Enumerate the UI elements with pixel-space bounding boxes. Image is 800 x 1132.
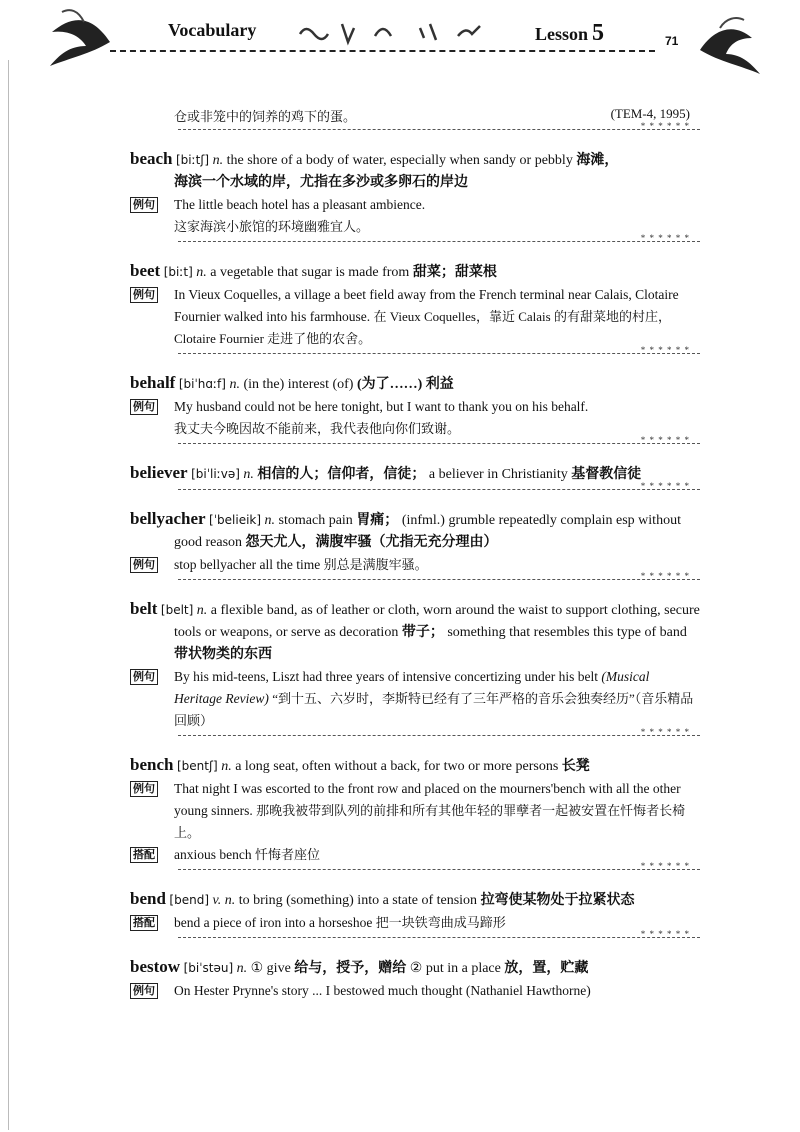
definition-cn: 给与，授予，赠给 — [294, 961, 407, 976]
example-tag: 例句 — [130, 287, 158, 303]
entry-separator — [178, 489, 700, 498]
definition-en: a long seat, often without a back, for two or more persons — [235, 759, 559, 774]
part-of-speech: n. — [243, 467, 254, 482]
part-of-speech: n. — [229, 377, 240, 392]
bird-ornament-right-icon — [690, 14, 770, 79]
definition — [130, 508, 700, 554]
entry-beach — [130, 148, 700, 238]
definition-cn-2: 放，置，贮藏 — [504, 961, 589, 976]
example — [130, 778, 700, 844]
preceding-example-cn: 仓或非笼中的饲养的鸡下的蛋。 — [174, 109, 357, 124]
preceding-example-line — [130, 104, 700, 126]
part-of-speech: n. — [264, 513, 276, 528]
entry-separator — [178, 937, 700, 946]
headword: bench — [130, 755, 174, 774]
part-of-speech: n. — [236, 961, 248, 976]
headword: bend — [130, 889, 166, 908]
definition — [130, 956, 700, 980]
definition — [130, 260, 700, 284]
definition — [130, 598, 700, 666]
collocation — [130, 912, 700, 934]
definition-cn-2: 基督教信徒 — [571, 467, 642, 482]
pronunciation: [biːt] — [163, 265, 193, 279]
definition — [130, 888, 700, 912]
preceding-example-source: (TEM-4, 1995) — [610, 106, 690, 121]
definition-cn-2: 带状物类的东西 — [174, 647, 272, 662]
example-cn: 那晚我被带到队列的前排和所有其他年轻的罪孽者一起被安置在忏悔者长椅上。 — [174, 803, 686, 840]
collocation-tag: 搭配 — [130, 847, 158, 863]
page-edge — [8, 60, 9, 1130]
example-cn: 别总是满腹牢骚。 — [323, 557, 428, 572]
example — [130, 396, 700, 440]
lesson-label: Lesson — [535, 24, 589, 44]
definition-en-2: (infml.) grumble repeatedly complain esp without good reason — [174, 513, 681, 550]
entry-separator — [178, 579, 700, 588]
example-cn: 我丈夫今晚因故不能前来，我代表他向你们致谢。 — [174, 421, 461, 436]
entry-believer — [130, 462, 700, 486]
definition-en-2: something that resembles this type of band — [447, 625, 687, 640]
collocation-en: bend a piece of iron into a horseshoe — [174, 915, 373, 930]
entry-separator — [178, 241, 700, 250]
pronunciation: [ˈbelieik] — [209, 513, 262, 527]
part-of-speech: n. — [196, 265, 207, 280]
example-en: On Hester Prynne's story ... I bestowed much thought (Nathaniel Hawthorne) — [174, 983, 591, 998]
example — [130, 666, 700, 732]
pronunciation: [biːtʃ] — [176, 153, 210, 167]
definition-cn: 胃痛； — [356, 513, 399, 528]
example-en: By his mid-teens, Liszt had three years of intensive concertizing under his belt — [174, 669, 599, 684]
definition — [130, 462, 700, 486]
pronunciation: [bentʃ] — [176, 759, 218, 773]
definition-en: a believer in Christianity — [428, 467, 568, 482]
example-en: The little beach hotel has a pleasant ambience. — [174, 197, 426, 212]
example-cn: 这家海滨小旅馆的环境幽雅宜人。 — [174, 219, 370, 234]
example-en: My husband could not be here tonight, but I want to thank you on his behalf. — [174, 399, 589, 414]
entry-separator — [178, 735, 700, 744]
headword: belt — [130, 599, 158, 618]
headword: bestow — [130, 957, 181, 976]
decorative-squiggles — [290, 16, 500, 46]
example-tag: 例句 — [130, 557, 158, 573]
headword: bellyacher — [130, 509, 206, 528]
header-rule — [110, 50, 655, 52]
headword: beach — [130, 149, 173, 168]
entry-beet — [130, 260, 700, 350]
collocation-cn: 把一块铁弯曲成马蹄形 — [375, 915, 506, 930]
entry-separator — [178, 869, 700, 878]
entry-bestow — [130, 956, 700, 1002]
definition-cn-2: 怨天尤人，满腹牢骚（尤指无充分理由） — [245, 535, 498, 550]
entry-bend — [130, 888, 700, 934]
definition-en: to bring (something) into a state of tension — [238, 893, 478, 908]
entry-separator — [178, 443, 700, 452]
definition-cn-2: 海滨一个水域的岸，尤指在多沙或多卵石的岸边 — [174, 175, 468, 190]
collocation-tag: 搭配 — [130, 915, 158, 931]
definition-cn: 海滩， — [576, 153, 619, 168]
collocation-en: anxious bench — [174, 847, 252, 862]
definition-en: (in the) interest (of) — [243, 377, 354, 392]
entries-content — [130, 104, 700, 1002]
entry-belt — [130, 598, 700, 732]
entry-separator — [178, 353, 700, 362]
definition-en-2: ② put in a place — [409, 961, 501, 976]
lesson-number: 5 — [592, 20, 605, 46]
pronunciation: [biˈliːvə] — [191, 467, 240, 481]
pronunciation: [biˈhɑːf] — [178, 377, 226, 391]
example — [130, 194, 700, 238]
example-tag: 例句 — [130, 399, 158, 415]
example-source: (Musical Heritage Review) — [174, 669, 650, 706]
headword: believer — [130, 463, 188, 482]
pronunciation: [bend] — [169, 893, 210, 907]
part-of-speech: n. — [212, 153, 224, 168]
example — [130, 980, 700, 1002]
example — [130, 554, 700, 576]
page-header — [0, 0, 800, 90]
pronunciation: [biˈstəu] — [183, 961, 234, 975]
example-en: That night I was escorted to the front row and placed on the mourners'bench with all the other young sinners. — [174, 781, 681, 818]
pronunciation: [belt] — [160, 603, 194, 617]
definition — [130, 372, 700, 396]
definition-en: the shore of a body of water, especially when sandy or pebbly — [226, 153, 573, 168]
definition-cn: 相信的人；信仰者，信徒； — [257, 467, 426, 482]
example — [130, 284, 700, 350]
entry-bellyacher — [130, 508, 700, 576]
definition-cn: (为了……) 利益 — [356, 377, 454, 392]
collocation-cn: 忏悔者座位 — [254, 847, 320, 862]
headword: behalf — [130, 373, 176, 392]
collocation — [130, 844, 700, 866]
header-lesson — [535, 20, 604, 47]
part-of-speech: n. — [221, 759, 232, 774]
example-en: stop bellyacher all the time — [174, 557, 321, 572]
example-en: In Vieux Coquelles, a village a beet field away from the French terminal near Calais, Clotaire Fournier walked into his farmhouse. — [174, 287, 679, 324]
bird-ornament-left-icon — [40, 2, 120, 72]
example-cn: 在 Vieux Coquelles，靠近 Calais 的有甜菜地的村庄，Clotaire Fournier 走进了他的农舍。 — [174, 309, 671, 346]
entry-separator — [178, 129, 700, 138]
definition-cn: 甜菜；甜菜根 — [412, 265, 497, 280]
part-of-speech: n. — [196, 603, 208, 618]
example-tag: 例句 — [130, 669, 158, 685]
definition-en: stomach pain — [278, 513, 353, 528]
example-cn: “到十五、六岁时，李斯特已经有了三年严格的音乐会独奏经历”（音乐精品回顾） — [174, 691, 694, 728]
definition-en: a flexible band, as of leather or cloth, worn around the waist to support clothing, secure tools or weapons, or serve as decoration — [174, 603, 700, 640]
header-title: Vocabulary — [168, 20, 257, 40]
definition-en: a vegetable that sugar is made from — [210, 265, 410, 280]
example-tag: 例句 — [130, 781, 158, 797]
definition-en: ① give — [250, 961, 291, 976]
part-of-speech: v. n. — [212, 893, 236, 908]
example-tag: 例句 — [130, 983, 158, 999]
entry-behalf — [130, 372, 700, 440]
definition-cn: 带子； — [401, 625, 444, 640]
definition-cn: 拉弯使某物处于拉紧状态 — [480, 893, 635, 908]
headword: beet — [130, 261, 161, 280]
definition — [130, 148, 700, 194]
page-number: 71 — [665, 34, 679, 48]
example-tag: 例句 — [130, 197, 158, 213]
entry-bench — [130, 754, 700, 866]
definition-cn: 长凳 — [561, 759, 590, 774]
definition — [130, 754, 700, 778]
